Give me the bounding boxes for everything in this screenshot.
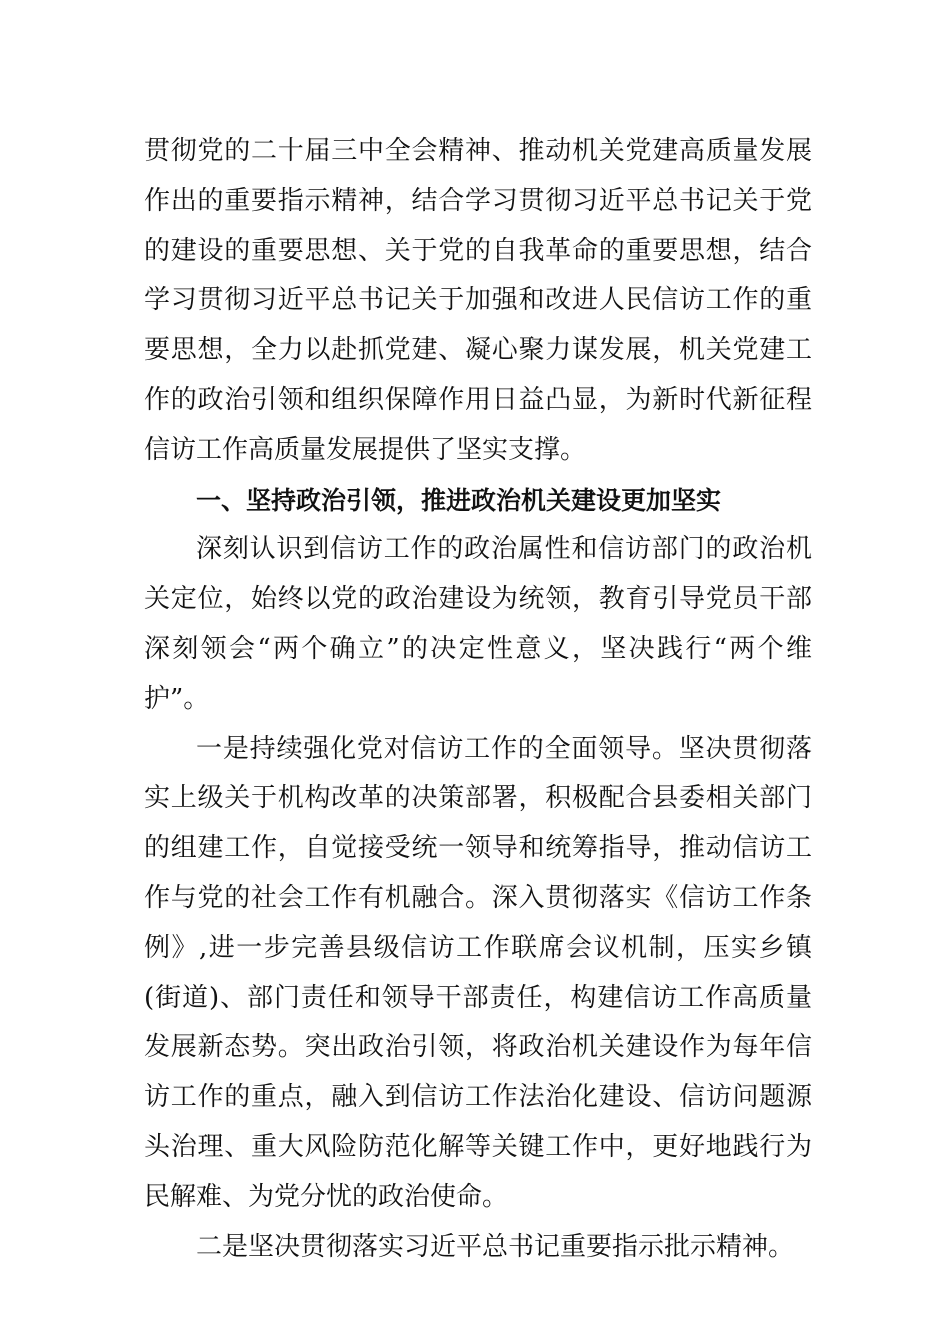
document-body <box>144 127 812 1272</box>
point-two-paragraph: 二是坚决贯彻落实习近平总书记重要指示批示精神。 <box>196 1231 795 1262</box>
section-intro-paragraph: 深刻认识到信访工作的政治属性和信访部门的政治机关定位，始终以党的政治建设为统领，教育引导党员干部深刻领会“两个确立”的决定性意义，坚决践行“两个维护”。 <box>144 534 812 714</box>
section-heading: 一、坚持政治引领，推进政治机关建设更加坚实 <box>196 485 722 515</box>
intro-paragraph: 贯彻党的二十届三中全会精神、推动机关党建高质量发展作出的重要指示精神，结合学习贯彻习近平总书记关于党的建设的重要思想、关于党的自我革命的重要思想，结合学习贯彻习近平总书记关于加强和改进人民信访工作的重要思想，全力以赴抓党建、凝心聚力谋发展，机关党建工作的政治引领和组织保障作用日益凸显，为新时代新征程信访工作高质量发展提供了坚实支撑。 <box>144 136 812 465</box>
point-one-paragraph: 一是持续强化党对信访工作的全面领导。坚决贯彻落实上级关于机构改革的决策部署，积极配合县委相关部门的组建工作，自觉接受统一领导和统筹指导，推动信访工作与党的社会工作有机融合。深入贯彻落实《信访工作条例》,进一步完善县级信访工作联席会议机制，压实乡镇(街道)、部门责任和领导干部责任，构建信访工作高质量发展新态势。突出政治引领，将政治机关建设作为每年信访工作的重点，融入到信访工作法治化建设、信访问题源头治理、重大风险防范化解等关键工作中，更好地践行为民解难、为党分忧的政治使命。 <box>144 733 812 1212</box>
